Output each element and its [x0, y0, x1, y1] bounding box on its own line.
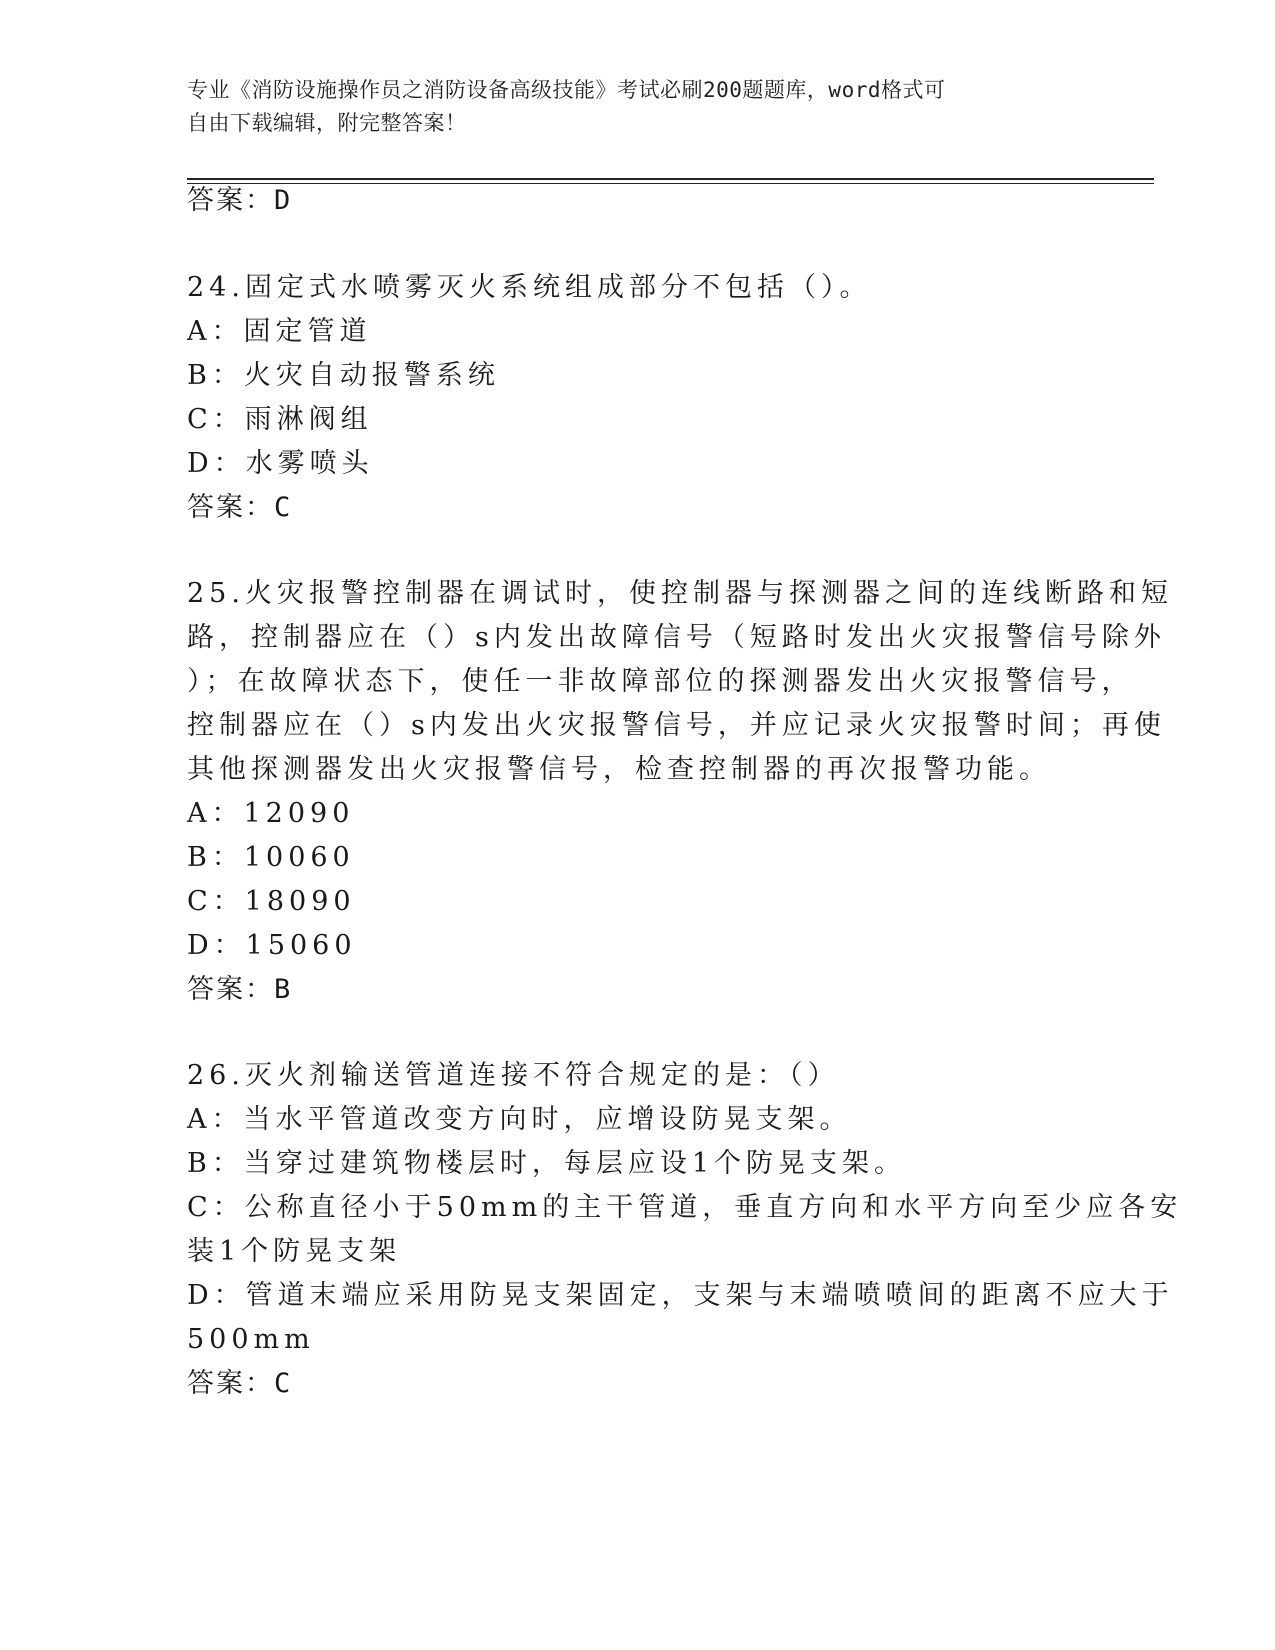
question-26-option-a: A：当水平管道改变方向时，应增设防晃支架。 — [187, 1104, 852, 1135]
question-25-option-a: A：12090 — [187, 798, 355, 829]
question-26-option-d-line-1: D：管道末端应采用防晃支架固定，支架与末端喷喷间的距离不应大于 — [187, 1280, 1174, 1311]
question-24-option-b: B：火灾自动报警系统 — [187, 360, 500, 391]
question-26-answer: 答案：C — [187, 1368, 293, 1399]
question-24-option-c: C：雨淋阀组 — [187, 404, 373, 435]
question-26-option-c-line-2: 装1个防晃支架 — [187, 1236, 402, 1267]
header-line-2: 自由下载编辑，附完整答案！ — [187, 111, 467, 135]
question-25-stem-line-1: 25.火灾报警控制器在调试时，使控制器与探测器之间的连线断路和短 — [187, 578, 1173, 609]
question-25-option-c: C：18090 — [187, 886, 356, 917]
question-25-stem-line-3: ）；在故障状态下，使任一非故障部位的探测器发出火灾报警信号， — [187, 666, 1134, 697]
question-24-answer: 答案：C — [187, 492, 293, 523]
question-26-option-b: B：当穿过建筑物楼层时，每层应设1个防晃支架。 — [187, 1148, 907, 1179]
question-26-option-d-line-2: 500mm — [187, 1324, 315, 1355]
question-24-option-a: A：固定管道 — [187, 316, 372, 347]
document-header — [187, 74, 1067, 140]
question-25-stem-line-4: 控制器应在（）s内发出火灾报警信号，并应记录火灾报警时间；再使 — [187, 710, 1166, 741]
header-divider — [187, 178, 1154, 180]
question-25-answer: 答案：B — [187, 974, 293, 1005]
question-24-option-d: D：水雾喷头 — [187, 448, 374, 479]
header-line-1: 专业《消防设施操作员之消防设备高级技能》考试必刷200题题库，word格式可 — [187, 78, 946, 102]
question-25-stem-line-5: 其他探测器发出火灾报警信号，检查控制器的再次报警功能。 — [187, 754, 1051, 785]
header-divider-thin — [187, 183, 1154, 184]
question-25-option-d: D：15060 — [187, 930, 357, 961]
question-25-stem-line-2: 路，控制器应在（）s内发出故障信号（短路时发出火灾报警信号除外 — [187, 622, 1166, 653]
question-26-stem: 26.灭火剂输送管道连接不符合规定的是：（） — [187, 1060, 840, 1091]
question-25-option-b: B：10060 — [187, 842, 355, 873]
question-24-stem: 24.固定式水喷雾灭火系统组成部分不包括（）。 — [187, 272, 872, 303]
previous-answer: 答案：D — [187, 185, 293, 216]
question-26-option-c-line-1: C：公称直径小于50mm的主干管道，垂直方向和水平方向至少应各安 — [187, 1192, 1183, 1223]
